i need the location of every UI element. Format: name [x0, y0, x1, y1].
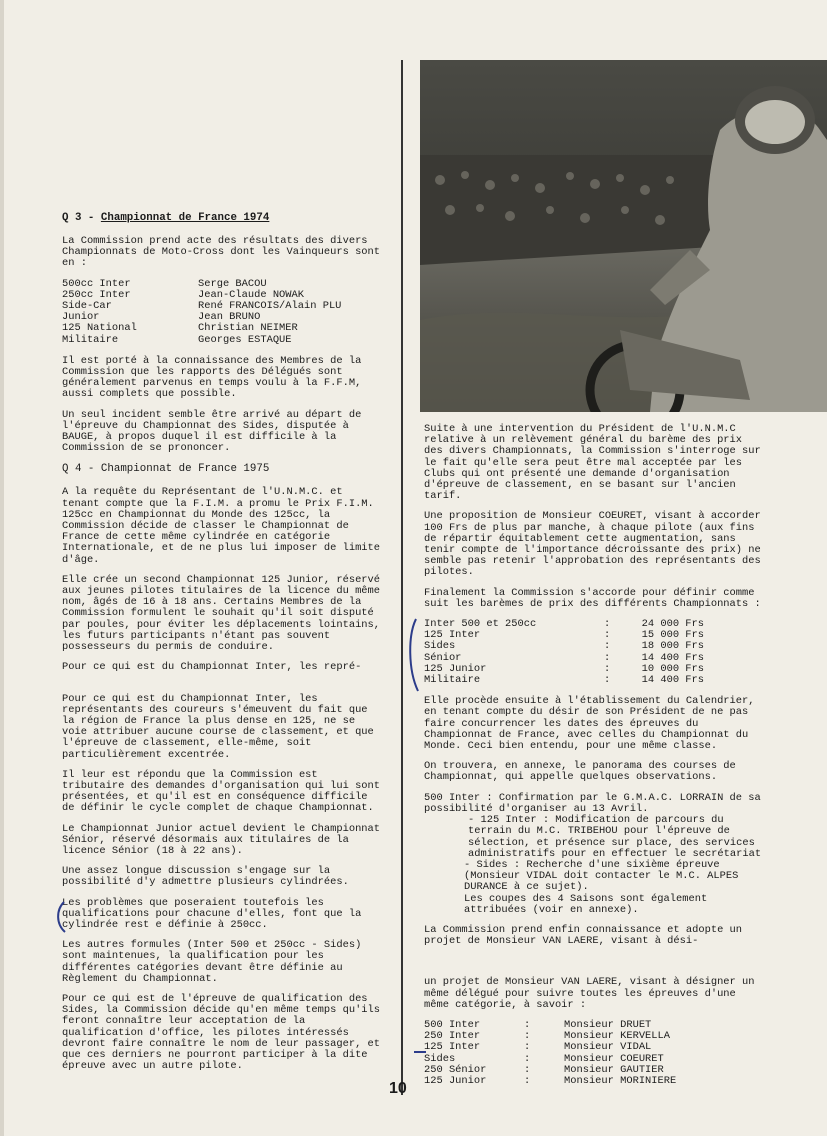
request-paragraph: A la requête du Représentant de l'U.N.M.C. et tenant compte que la F.I.M. a promu le Prix F.I.M. 125cc en Championnat du Monde des 125cc, la Commission décide de classer le Championnat de France de cette même cylindrée en catégorie Internationale, et de ne plus lui imposer de limite d'âge. — [62, 486, 381, 566]
delegate-row-name: Monsieur GAUTIER — [564, 1063, 664, 1076]
delegate-row-name: Monsieur KERVELLA — [564, 1030, 671, 1043]
winner-row-category: 500cc Inter — [62, 277, 131, 290]
winner-row — [62, 335, 341, 346]
delegate-row-category: 125 Inter — [424, 1041, 481, 1054]
q3-heading-title: Championnat de France 1974 — [100, 212, 270, 224]
winners-table — [62, 279, 341, 346]
delegate-row-sep: : — [524, 1030, 531, 1043]
prize-row-sep: : — [604, 662, 611, 675]
prize-row-category: Militaire — [424, 674, 481, 687]
motocross-photo — [420, 60, 827, 412]
delegates-reports-paragraph: Il est porté à la connaissance des Membres de la Commission que les rapports des Délégués sont généralement parvenus en temps voulu à la F.F.M, aussi complets que possible. — [62, 354, 362, 401]
pen-bracket-mark — [402, 615, 422, 695]
prize-row-sep: : — [604, 651, 611, 664]
reply-paragraph: Il leur est répondu que la Commission est tributaire des demandes d'organisation qui lui sont présentées, et qu'il est en conséquence difficile de définir le cycle complet de chaque Championnat. — [62, 768, 381, 815]
prize-row-amount: 14 400 Frs — [641, 651, 704, 664]
junior125-paragraph: Elle crée un second Championnat 125 Junior, réservé aux jeunes pilotes titulaires de la licence du même nom, âgés de 16 à 18 ans. Certains Membres de la Commission formulent le souhait qu'il soit disputé par poules, pour éviter les déplacements lointains, les futurs participants n'étant pas souvent possesseurs du permis de conduire. — [62, 573, 381, 654]
vanlaere-paragraph-2: un projet de Monsieur VAN LAERE, visant à désigner un même délégué pour suivre toutes les épreuves d'une même catégorie, à savoir : — [424, 976, 755, 1011]
coeuret-paragraph: Une proposition de Monsieur COEURET, visant à accorder 100 Frs de plus par manche, à chaque pilote (aux fins de répartir équitablement cette augmentation, sans tenir compte de l'importance décroissante des prix) ne semble pas retenir l'approbation des représentants des pilotes. — [424, 510, 761, 579]
delegate-row-category: 250 Sénior — [424, 1063, 487, 1076]
sides-qualification-paragraph: Pour ce qui est de l'épreuve de qualification des Sides, la Commission décide qu'en même temps qu'ils feront connaître leur acceptation de la qualification d'office, les pilotes intéressés devront faire connaître le nom de leur passager, et que ces derniers ne pourront participer à la dite épreuve avec un autre pilote. — [62, 992, 381, 1073]
delegate-row-name: Monsieur DRUET — [564, 1018, 652, 1031]
inter-short-paragraph: Pour ce qui est du Championnat Inter, les repré- — [62, 661, 362, 674]
q3-heading — [62, 212, 380, 224]
prize-row-category: Sénior — [424, 651, 462, 664]
winner-row-name: Serge BACOU — [198, 277, 267, 290]
incident-paragraph: Un seul incident semble être arrivé au départ de l'épreuve du Championnat des Sides, disputée à BAUGE, à propos duquel il est difficile à la Commission de se prononcer. — [62, 408, 362, 455]
prize-row-sep: : — [604, 640, 611, 653]
page-number: 10 — [389, 1080, 407, 1097]
prize-row — [424, 675, 704, 686]
junior-senior-paragraph: Le Championnat Junior actuel devient le Championnat Sénior, réservé désormais aux titulaires de la licence Sénior (18 à 22 ans). — [62, 822, 381, 857]
winner-row-name: Jean BRUNO — [198, 311, 261, 324]
prize-table — [424, 619, 704, 686]
delegate-row-sep: : — [524, 1074, 531, 1087]
finally-paragraph: Finalement la Commission s'accorde pour définir comme suit les barèmes de prix des différents Championnats : — [424, 586, 761, 610]
delegate-row-name: Monsieur COEURET — [564, 1052, 664, 1065]
right-column — [424, 424, 764, 1097]
winner-row — [62, 323, 341, 334]
prize-row-sep: : — [604, 674, 611, 687]
q3-intro: La Commission prend acte des résultats des divers Championnats de Moto-Cross dont les Vainqueurs sont en : — [62, 235, 381, 270]
delegate-row-name: Monsieur VIDAL — [564, 1041, 652, 1054]
prize-row-sep: : — [604, 629, 611, 642]
delegate-row-category: Sides — [424, 1052, 456, 1065]
delegate-row-category: 500 Inter — [424, 1018, 481, 1031]
winner-row-category: 250cc Inter — [62, 288, 131, 301]
inter-full-paragraph: Pour ce qui est du Championnat Inter, les représentants des coureurs s'émeuvent du fait que la région de France la plus dense en 125, ne se voie attribuer aucune course de classement, et que l'épreuve de classement, elle-même, soit particulièrement excentrée. — [62, 692, 374, 761]
pen-bracket-mark-left — [52, 900, 68, 934]
prize-row-category: 125 Inter — [424, 629, 481, 642]
delegate-row — [424, 1076, 676, 1087]
prize-row-category: Sides — [424, 640, 456, 653]
q3-heading-prefix: Q 3 - — [62, 212, 101, 224]
unmc-paragraph: Suite à une intervention du Président de l'U.N.M.C relative à un relèvement général du barème des prix des divers Championnats, la Commission s'interroge sur le fait qu'elle sera peut être mal acceptée par les Clubs qui ont présenté une demande d'organisation d'épreuve de classement, en se basant sur l'ancien tarif. — [424, 423, 761, 503]
page-edge — [0, 0, 4, 1136]
winner-row-name: Christian NEIMER — [198, 322, 298, 335]
prize-row-amount: 10 000 Frs — [641, 662, 704, 675]
pen-dash-mark — [413, 1049, 427, 1055]
winner-row-category: Militaire — [62, 333, 119, 346]
prize-row-sep: : — [604, 618, 611, 631]
inter125-paragraph: - 125 Inter : Modification de parcours du terrain du M.C. TRIBEHOU pour l'épreuve de sélection, et présence sur place, des services administratifs pour en effectuer le secrétariat — [468, 814, 762, 860]
photo-illustration — [420, 60, 827, 412]
q4-heading: Q 4 - Championnat de France 1975 — [62, 463, 270, 476]
winner-row-name: Georges ESTAQUE — [198, 333, 292, 346]
vanlaere-paragraph-1: La Commission prend enfin connaissance et adopte un projet de Monsieur VAN LAERE, visant à dési- — [424, 923, 743, 948]
winner-row-category: 125 National — [62, 322, 137, 335]
prize-row — [424, 641, 704, 652]
left-column — [62, 212, 380, 1081]
delegates-table — [424, 1020, 676, 1087]
prize-row-amount: 18 000 Frs — [641, 640, 704, 653]
delegate-row-category: 250 Inter — [424, 1030, 481, 1043]
problems-paragraph: Les problèmes que poseraient toutefois les qualifications pour chacune d'elles, font que la cylindrée rest e définie à 250cc. — [62, 896, 362, 931]
delegate-row-sep: : — [524, 1041, 531, 1054]
delegate-row-name: Monsieur MORINIERE — [564, 1074, 677, 1087]
winner-row-category: Side-Car — [62, 300, 112, 313]
delegate-row-sep: : — [524, 1063, 531, 1076]
delegate-row — [424, 1042, 676, 1053]
discussion-paragraph: Une assez longue discussion s'engage sur la possibilité d'y admettre plusieurs cylindrées. — [62, 865, 349, 889]
prize-row-amount: 14 400 Frs — [641, 674, 704, 687]
annex-paragraph: On trouvera, en annexe, le panorama des courses de Championnat, qui appelle quelques observations. — [424, 760, 736, 784]
inter500-paragraph: 500 Inter : Confirmation par le G.M.A.C. LORRAIN de sa possibilité d'organiser au 13 Avril. — [424, 791, 761, 815]
prize-row-amount: 15 000 Frs — [641, 629, 704, 642]
delegate-row-sep: : — [524, 1052, 531, 1065]
column-divider — [401, 60, 403, 1095]
prize-row-category: 125 Junior — [424, 662, 487, 675]
cups-paragraph: Les coupes des 4 Saisons sont également attribuées (voir en annexe). — [464, 892, 708, 916]
calendar-paragraph: Elle procède ensuite à l'établissement du Calendrier, en tenant compte du désir de son Président de ne pas faire concurrencer les dates des épreuves du Championnat de France, avec celles du Championnat du Monde. Ceci bien entendu, pour une même classe. — [424, 695, 755, 753]
winner-row-category: Junior — [62, 311, 100, 324]
sides-paragraph: - Sides : Recherche d'une sixième épreuve (Monsieur VIDAL doit contacter le M.C. ALPES DURANCE à ce sujet). — [464, 858, 739, 894]
other-formulas-paragraph: Les autres formules (Inter 500 et 250cc - Sides) sont maintenues, la qualification pour les différentes catégories devant être définie au Règlement du Championnat. — [62, 939, 362, 985]
delegate-row-category: 125 Junior — [424, 1074, 487, 1087]
prize-row-amount: 24 000 Frs — [641, 618, 704, 631]
delegate-row-sep: : — [524, 1018, 531, 1031]
prize-row-category: Inter 500 et 250cc — [424, 618, 537, 631]
winner-row-name: René FRANCOIS/Alain PLU — [198, 300, 342, 313]
winner-row-name: Jean-Claude NOWAK — [198, 288, 305, 301]
